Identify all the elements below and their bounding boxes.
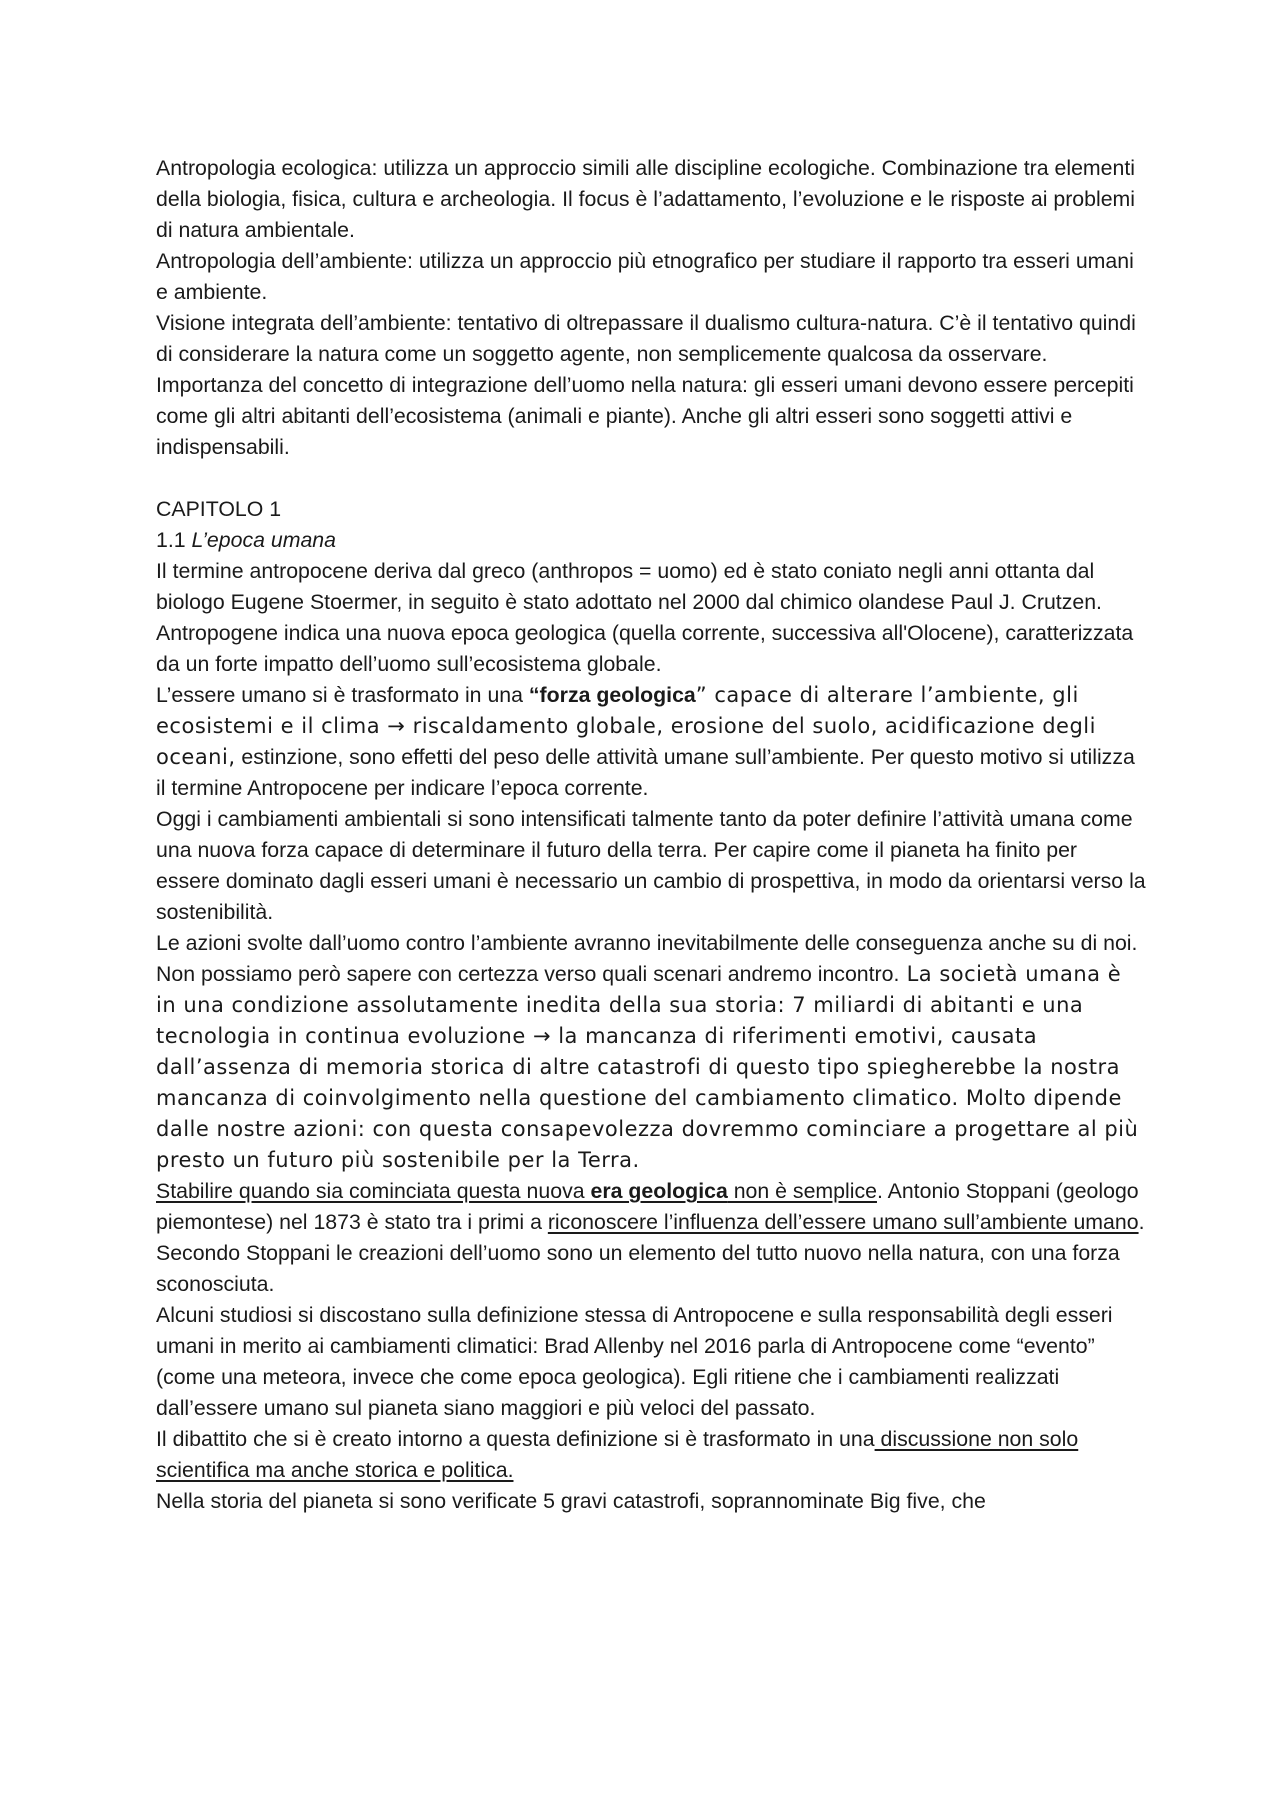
section-number: 1.1 <box>156 528 192 552</box>
paragraph-visione-integrata: Visione integrata dell’ambiente: tentativo di oltrepassare il dualismo cultura-natura. C’è il tentativo quindi di considerare la natura come un soggetto agente, non semplicemente qualcosa da osservare. <box>156 311 1136 366</box>
paragraph-antropocene-origin: Il termine antropocene deriva dal greco (anthropos = uomo) ed è stato coniato negli anni ottanta dal biologo Eugene Stoermer, in seguito è stato adottato nel 2000 dal chimico olandese Paul J. Crutzen. Antropogene indica una nuova epoca geologica (quella corrente, successiva all'Olocene), caratterizzata da un forte impatto dell’uomo sull’ecosistema globale. <box>156 559 1134 676</box>
text-run: L’essere umano si è trasformato in una <box>156 683 529 707</box>
text-run-alt-font: ” capace di alterare l’ambiente, gli ecosistemi e il clima → riscaldamento globale, erosione del suolo, acidificazione degli oceani, <box>156 683 1096 769</box>
underlined-text: riconoscere l’influenza dell’essere umano sull’ambiente umano <box>547 1210 1139 1234</box>
section-title: L’epoca umana <box>191 528 336 552</box>
bold-term: era geologica <box>590 1179 728 1203</box>
paragraph-antropologia-ecologica: Antropologia ecologica: utilizza un approccio simili alle discipline ecologiche. Combinazione tra elementi della biologia, fisica, cultura e archeologia. Il focus è l’adattamento, l’evoluzione e le risposte ai problemi di natura ambientale. <box>156 156 1136 242</box>
document-body <box>156 153 1146 1517</box>
section-heading <box>156 525 1146 556</box>
paragraph-forza-geologica <box>156 680 1146 804</box>
paragraph-dibattito <box>156 1424 1146 1486</box>
text-run: . Secondo Stoppani le creazioni dell’uomo sono un elemento del tutto nuovo nella natura, con una forza sconosciuta. <box>156 1210 1145 1296</box>
text-run: . Antonio Stoppani (geologo piemontese) nel 1873 è stato tra i primi a <box>156 1179 1139 1234</box>
paragraph-integrazione-uomo: Importanza del concetto di integrazione dell’uomo nella natura: gli esseri umani devono essere percepiti come gli altri abitanti dell’ecosistema (animali e piante). Anche gli altri esseri sono soggetti attivi e indispensabili. <box>156 373 1134 459</box>
text-run: Stabilire quando sia cominciata questa nuova <box>156 1179 591 1203</box>
paragraph-big-five: Nella storia del pianeta si sono verificate 5 gravi catastrofi, soprannominate Big five, che <box>156 1489 986 1513</box>
text-run: Le azioni svolte dall’uomo contro l’ambiente avranno inevitabilmente delle conseguenza anche su di noi. Non possiamo però sapere con certezza verso quali scenari andremo incontro. <box>156 931 1138 986</box>
paragraph-azioni-uomo <box>156 928 1146 1176</box>
underlined-text <box>156 1179 877 1203</box>
text-run-alt-font: La società umana è in una condizione assolutamente inedita della sua storia: 7 miliardi di abitanti e una tecnologia in continua evoluzione → la mancanza di riferimenti emotivi, causata dall’assenza di memoria storica di altre catastrofi di questo tipo spiegherebbe la nostra mancanza di coinvolgimento nella questione del cambiamento climatico. Molto dipende dalle nostre azioni: con questa consapevolezza dovremmo cominciare a progettare al più presto un futuro più sostenibile per la Terra. <box>156 962 1139 1172</box>
underlined-text: discussione non solo scientifica ma anche storica e politica. <box>156 1427 1079 1482</box>
paragraph-antropologia-ambiente: Antropologia dell’ambiente: utilizza un approccio più etnografico per studiare il rapporto tra esseri umani e ambiente. <box>156 249 1134 304</box>
text-run: estinzione, sono effetti del peso delle attività umane sull’ambiente. Per questo motivo si utilizza il termine Antropocene per indicare l’epoca corrente. <box>156 745 1135 800</box>
paragraph-cambiamenti: Oggi i cambiamenti ambientali si sono intensificati talmente tanto da poter definire l’attività umana come una nuova forza capace di determinare il futuro della terra. Per capire come il pianeta ha finito per essere dominato dagli esseri umani è necessario un cambio di prospettiva, in modo da orientarsi verso la sostenibilità. <box>156 807 1146 924</box>
text-run: Il dibattito che si è creato intorno a questa definizione si è trasformato in una <box>156 1427 875 1451</box>
text-run: non è semplice <box>727 1179 877 1203</box>
bold-term: “forza geologica <box>528 683 696 707</box>
chapter-title: CAPITOLO 1 <box>156 497 282 521</box>
blank-line <box>156 463 1146 494</box>
paragraph-allenby: Alcuni studiosi si discostano sulla definizione stessa di Antropocene e sulla responsabilità degli esseri umani in merito ai cambiamenti climatici: Brad Allenby nel 2016 parla di Antropocene come “evento” (come una meteora, invece che come epoca geologica). Egli ritiene che i cambiamenti realizzati dall’essere umano sul pianeta siano maggiori e più veloci del passato. <box>156 1303 1113 1420</box>
paragraph-stoppani <box>156 1176 1146 1300</box>
